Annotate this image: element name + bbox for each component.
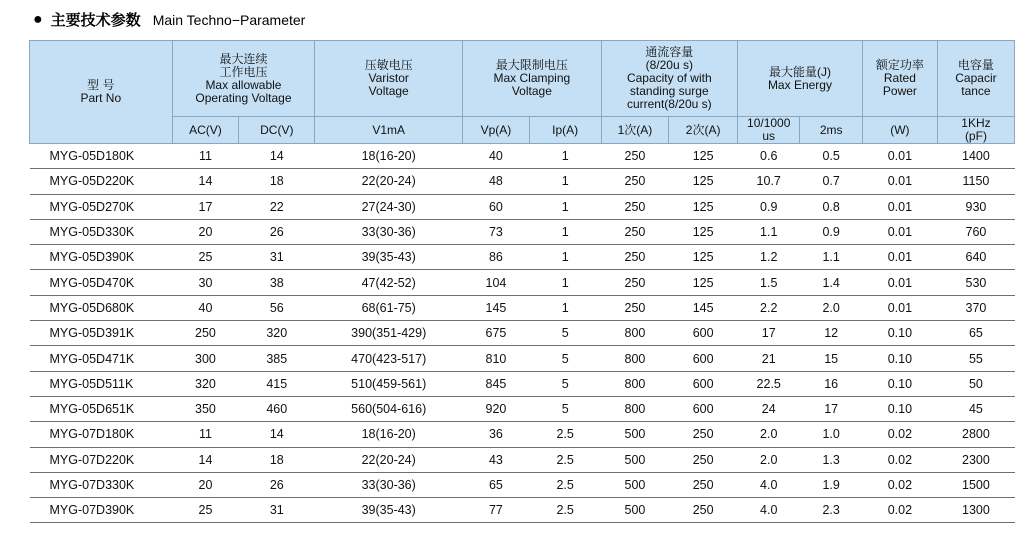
table-row bbox=[30, 270, 1015, 295]
table-cell: 20 bbox=[172, 472, 239, 497]
table-cell: 810 bbox=[463, 346, 530, 371]
table-cell: 1.5 bbox=[737, 270, 799, 295]
table-cell: 0.01 bbox=[862, 169, 937, 194]
table-row bbox=[30, 396, 1015, 421]
table-cell: 1.9 bbox=[800, 472, 862, 497]
table-cell: 385 bbox=[239, 346, 315, 371]
table-cell: 18(16-20) bbox=[315, 144, 463, 169]
header-rated-power: 额定功率 Rated Power bbox=[862, 41, 937, 117]
table-cell: 39(35-43) bbox=[315, 498, 463, 523]
part-number-cell: MYG-05D651K bbox=[30, 396, 173, 421]
table-cell: 26 bbox=[239, 472, 315, 497]
part-number-cell: MYG-05D270K bbox=[30, 194, 173, 219]
table-cell: 145 bbox=[669, 295, 738, 320]
table-row bbox=[30, 498, 1015, 523]
table-cell: 18 bbox=[239, 447, 315, 472]
table-cell: 2.5 bbox=[529, 422, 601, 447]
table-row bbox=[30, 371, 1015, 396]
table-cell: 920 bbox=[463, 396, 530, 421]
table-cell: 0.01 bbox=[862, 245, 937, 270]
section-title-en: Main Techno−Parameter bbox=[152, 11, 306, 28]
table-cell: 1.0 bbox=[800, 422, 862, 447]
table-cell: 31 bbox=[239, 498, 315, 523]
parameter-table bbox=[29, 40, 1015, 523]
table-cell: 460 bbox=[239, 396, 315, 421]
table-cell: 1.4 bbox=[800, 270, 862, 295]
table-cell: 20 bbox=[172, 219, 239, 244]
table-cell: 33(30-36) bbox=[315, 472, 463, 497]
table-cell: 390(351-429) bbox=[315, 321, 463, 346]
table-cell: 320 bbox=[239, 321, 315, 346]
table-cell: 250 bbox=[601, 295, 669, 320]
part-number-cell: MYG-05D680K bbox=[30, 295, 173, 320]
table-cell: 470(423-517) bbox=[315, 346, 463, 371]
table-cell: 5 bbox=[529, 371, 601, 396]
table-cell: 0.5 bbox=[800, 144, 862, 169]
subheader-energy-10-1000us: 10/1000 us bbox=[737, 117, 799, 144]
table-cell: 1.1 bbox=[737, 219, 799, 244]
table-row bbox=[30, 194, 1015, 219]
table-cell: 370 bbox=[937, 295, 1014, 320]
table-cell: 600 bbox=[669, 321, 738, 346]
header-part-no: 型 号 Part No bbox=[30, 41, 173, 144]
table-cell: 0.10 bbox=[862, 346, 937, 371]
table-cell: 14 bbox=[172, 169, 239, 194]
table-cell: 300 bbox=[172, 346, 239, 371]
subheader-dc: DC(V) bbox=[239, 117, 315, 144]
table-cell: 14 bbox=[239, 144, 315, 169]
table-cell: 125 bbox=[669, 245, 738, 270]
table-cell: 0.8 bbox=[800, 194, 862, 219]
table-cell: 26 bbox=[239, 219, 315, 244]
table-cell: 11 bbox=[172, 144, 239, 169]
section-title bbox=[33, 9, 305, 30]
table-cell: 1 bbox=[529, 144, 601, 169]
subheader-capacitance-1khz: 1KHz (pF) bbox=[937, 117, 1014, 144]
table-cell: 47(42-52) bbox=[315, 270, 463, 295]
table-cell: 0.10 bbox=[862, 371, 937, 396]
table-cell: 18 bbox=[239, 169, 315, 194]
table-row bbox=[30, 447, 1015, 472]
table-cell: 1 bbox=[529, 245, 601, 270]
table-cell: 16 bbox=[800, 371, 862, 396]
table-row bbox=[30, 144, 1015, 169]
part-number-cell: MYG-05D330K bbox=[30, 219, 173, 244]
table-cell: 2.3 bbox=[800, 498, 862, 523]
table-cell: 4.0 bbox=[737, 498, 799, 523]
table-cell: 14 bbox=[172, 447, 239, 472]
table-cell: 22.5 bbox=[737, 371, 799, 396]
table-cell: 56 bbox=[239, 295, 315, 320]
table-row bbox=[30, 295, 1015, 320]
table-cell: 125 bbox=[669, 194, 738, 219]
table-cell: 50 bbox=[937, 371, 1014, 396]
table-cell: 250 bbox=[601, 219, 669, 244]
table-cell: 27(24-30) bbox=[315, 194, 463, 219]
table-cell: 250 bbox=[669, 498, 738, 523]
subheader-watt: (W) bbox=[862, 117, 937, 144]
table-cell: 2.5 bbox=[529, 472, 601, 497]
table-cell: 560(504-616) bbox=[315, 396, 463, 421]
table-cell: 0.01 bbox=[862, 144, 937, 169]
table-header bbox=[30, 41, 1015, 144]
table-cell: 30 bbox=[172, 270, 239, 295]
table-cell: 250 bbox=[601, 245, 669, 270]
part-number-cell: MYG-05D220K bbox=[30, 169, 173, 194]
table-cell: 48 bbox=[463, 169, 530, 194]
table-cell: 17 bbox=[800, 396, 862, 421]
part-number-cell: MYG-07D330K bbox=[30, 472, 173, 497]
table-cell: 0.02 bbox=[862, 447, 937, 472]
table-cell: 800 bbox=[601, 396, 669, 421]
table-cell: 73 bbox=[463, 219, 530, 244]
table-cell: 0.10 bbox=[862, 396, 937, 421]
table-cell: 0.01 bbox=[862, 194, 937, 219]
table-cell: 0.10 bbox=[862, 321, 937, 346]
table-row bbox=[30, 422, 1015, 447]
table-row bbox=[30, 321, 1015, 346]
table-cell: 0.9 bbox=[737, 194, 799, 219]
table-cell: 0.02 bbox=[862, 498, 937, 523]
table-cell: 800 bbox=[601, 346, 669, 371]
table-row bbox=[30, 472, 1015, 497]
table-cell: 0.02 bbox=[862, 472, 937, 497]
table-cell: 2800 bbox=[937, 422, 1014, 447]
table-cell: 86 bbox=[463, 245, 530, 270]
table-cell: 5 bbox=[529, 396, 601, 421]
table-cell: 0.01 bbox=[862, 219, 937, 244]
table-cell: 24 bbox=[737, 396, 799, 421]
table-cell: 22 bbox=[239, 194, 315, 219]
table-cell: 1300 bbox=[937, 498, 1014, 523]
table-cell: 125 bbox=[669, 219, 738, 244]
table-cell: 250 bbox=[669, 447, 738, 472]
table-cell: 145 bbox=[463, 295, 530, 320]
table-cell: 36 bbox=[463, 422, 530, 447]
table-row bbox=[30, 245, 1015, 270]
part-number-cell: MYG-07D220K bbox=[30, 447, 173, 472]
table-cell: 1 bbox=[529, 169, 601, 194]
bullet-icon: ● bbox=[33, 10, 43, 28]
table-cell: 250 bbox=[669, 472, 738, 497]
table-row bbox=[30, 346, 1015, 371]
table-cell: 0.01 bbox=[862, 270, 937, 295]
table-cell: 25 bbox=[172, 498, 239, 523]
table-cell: 38 bbox=[239, 270, 315, 295]
table-cell: 125 bbox=[669, 270, 738, 295]
header-surge-capacity: 通流容量 (8/20u s) Capacity of with standing surge current(8/20u s) bbox=[601, 41, 737, 117]
header-operating-voltage: 最大连续 工作电压 Max allowable Operating Voltage bbox=[172, 41, 315, 117]
table-cell: 55 bbox=[937, 346, 1014, 371]
table-cell: 65 bbox=[937, 321, 1014, 346]
header-varistor-voltage: 压敏电压 Varistor Voltage bbox=[315, 41, 463, 117]
part-number-cell: MYG-05D470K bbox=[30, 270, 173, 295]
table-cell: 250 bbox=[601, 169, 669, 194]
subheader-v1ma: V1mA bbox=[315, 117, 463, 144]
table-cell: 2.0 bbox=[737, 447, 799, 472]
table-cell: 250 bbox=[172, 321, 239, 346]
part-number-cell: MYG-05D511K bbox=[30, 371, 173, 396]
table-cell: 1 bbox=[529, 219, 601, 244]
table-cell: 2.0 bbox=[800, 295, 862, 320]
table-cell: 250 bbox=[601, 270, 669, 295]
table-cell: 125 bbox=[669, 144, 738, 169]
table-row bbox=[30, 169, 1015, 194]
table-cell: 68(61-75) bbox=[315, 295, 463, 320]
subheader-ip: Ip(A) bbox=[529, 117, 601, 144]
table-cell: 4.0 bbox=[737, 472, 799, 497]
table-cell: 43 bbox=[463, 447, 530, 472]
table-cell: 510(459-561) bbox=[315, 371, 463, 396]
table-cell: 1.3 bbox=[800, 447, 862, 472]
header-clamping-voltage: 最大限制电压 Max Clamping Voltage bbox=[463, 41, 601, 117]
section-title-cn: 主要技术参数 bbox=[50, 12, 141, 29]
table-cell: 60 bbox=[463, 194, 530, 219]
table-cell: 104 bbox=[463, 270, 530, 295]
table-cell: 40 bbox=[463, 144, 530, 169]
table-cell: 33(30-36) bbox=[315, 219, 463, 244]
table-cell: 1150 bbox=[937, 169, 1014, 194]
table-cell: 1400 bbox=[937, 144, 1014, 169]
subheader-vp: Vp(A) bbox=[463, 117, 530, 144]
table-cell: 500 bbox=[601, 472, 669, 497]
part-number-cell: MYG-05D180K bbox=[30, 144, 173, 169]
table-cell: 17 bbox=[172, 194, 239, 219]
table-cell: 5 bbox=[529, 346, 601, 371]
table-cell: 760 bbox=[937, 219, 1014, 244]
table-cell: 2.0 bbox=[737, 422, 799, 447]
header-max-energy: 最大能量(J) Max Energy bbox=[737, 41, 862, 117]
table-cell: 930 bbox=[937, 194, 1014, 219]
subheader-energy-2ms: 2ms bbox=[800, 117, 862, 144]
table-cell: 0.7 bbox=[800, 169, 862, 194]
table-cell: 10.7 bbox=[737, 169, 799, 194]
table-cell: 250 bbox=[601, 194, 669, 219]
table-row bbox=[30, 219, 1015, 244]
table-cell: 1 bbox=[529, 270, 601, 295]
part-number-cell: MYG-05D471K bbox=[30, 346, 173, 371]
table-body bbox=[30, 144, 1015, 523]
table-cell: 18(16-20) bbox=[315, 422, 463, 447]
table-cell: 2300 bbox=[937, 447, 1014, 472]
table-cell: 65 bbox=[463, 472, 530, 497]
part-number-cell: MYG-07D390K bbox=[30, 498, 173, 523]
table-cell: 800 bbox=[601, 371, 669, 396]
table-cell: 2.2 bbox=[737, 295, 799, 320]
table-cell: 1.1 bbox=[800, 245, 862, 270]
subheader-once: 1次(A) bbox=[601, 117, 669, 144]
table-cell: 500 bbox=[601, 447, 669, 472]
table-cell: 17 bbox=[737, 321, 799, 346]
table-cell: 675 bbox=[463, 321, 530, 346]
table-cell: 350 bbox=[172, 396, 239, 421]
table-cell: 22(20-24) bbox=[315, 447, 463, 472]
table-cell: 11 bbox=[172, 422, 239, 447]
table-cell: 1.2 bbox=[737, 245, 799, 270]
table-cell: 1 bbox=[529, 295, 601, 320]
table-cell: 845 bbox=[463, 371, 530, 396]
table-cell: 22(20-24) bbox=[315, 169, 463, 194]
table-cell: 77 bbox=[463, 498, 530, 523]
table-cell: 1 bbox=[529, 194, 601, 219]
table-cell: 5 bbox=[529, 321, 601, 346]
table-cell: 800 bbox=[601, 321, 669, 346]
subheader-ac: AC(V) bbox=[172, 117, 239, 144]
table-cell: 600 bbox=[669, 371, 738, 396]
table-cell: 250 bbox=[669, 422, 738, 447]
table-cell: 0.02 bbox=[862, 422, 937, 447]
table-cell: 640 bbox=[937, 245, 1014, 270]
table-cell: 0.6 bbox=[737, 144, 799, 169]
table-cell: 40 bbox=[172, 295, 239, 320]
part-number-cell: MYG-05D391K bbox=[30, 321, 173, 346]
table-cell: 600 bbox=[669, 396, 738, 421]
header-capacitance: 电容量 Capacir tance bbox=[937, 41, 1014, 117]
table-cell: 21 bbox=[737, 346, 799, 371]
table-cell: 25 bbox=[172, 245, 239, 270]
table-cell: 500 bbox=[601, 498, 669, 523]
table-cell: 2.5 bbox=[529, 498, 601, 523]
table-cell: 2.5 bbox=[529, 447, 601, 472]
table-cell: 14 bbox=[239, 422, 315, 447]
table-cell: 250 bbox=[601, 144, 669, 169]
table-cell: 530 bbox=[937, 270, 1014, 295]
table-cell: 415 bbox=[239, 371, 315, 396]
table-cell: 31 bbox=[239, 245, 315, 270]
table-cell: 39(35-43) bbox=[315, 245, 463, 270]
table-cell: 500 bbox=[601, 422, 669, 447]
part-number-cell: MYG-07D180K bbox=[30, 422, 173, 447]
table-cell: 0.9 bbox=[800, 219, 862, 244]
part-number-cell: MYG-05D390K bbox=[30, 245, 173, 270]
table-cell: 320 bbox=[172, 371, 239, 396]
table-cell: 15 bbox=[800, 346, 862, 371]
table-cell: 600 bbox=[669, 346, 738, 371]
table-cell: 12 bbox=[800, 321, 862, 346]
subheader-twice: 2次(A) bbox=[669, 117, 738, 144]
table-cell: 1500 bbox=[937, 472, 1014, 497]
table-cell: 0.01 bbox=[862, 295, 937, 320]
table-cell: 125 bbox=[669, 169, 738, 194]
table-cell: 45 bbox=[937, 396, 1014, 421]
